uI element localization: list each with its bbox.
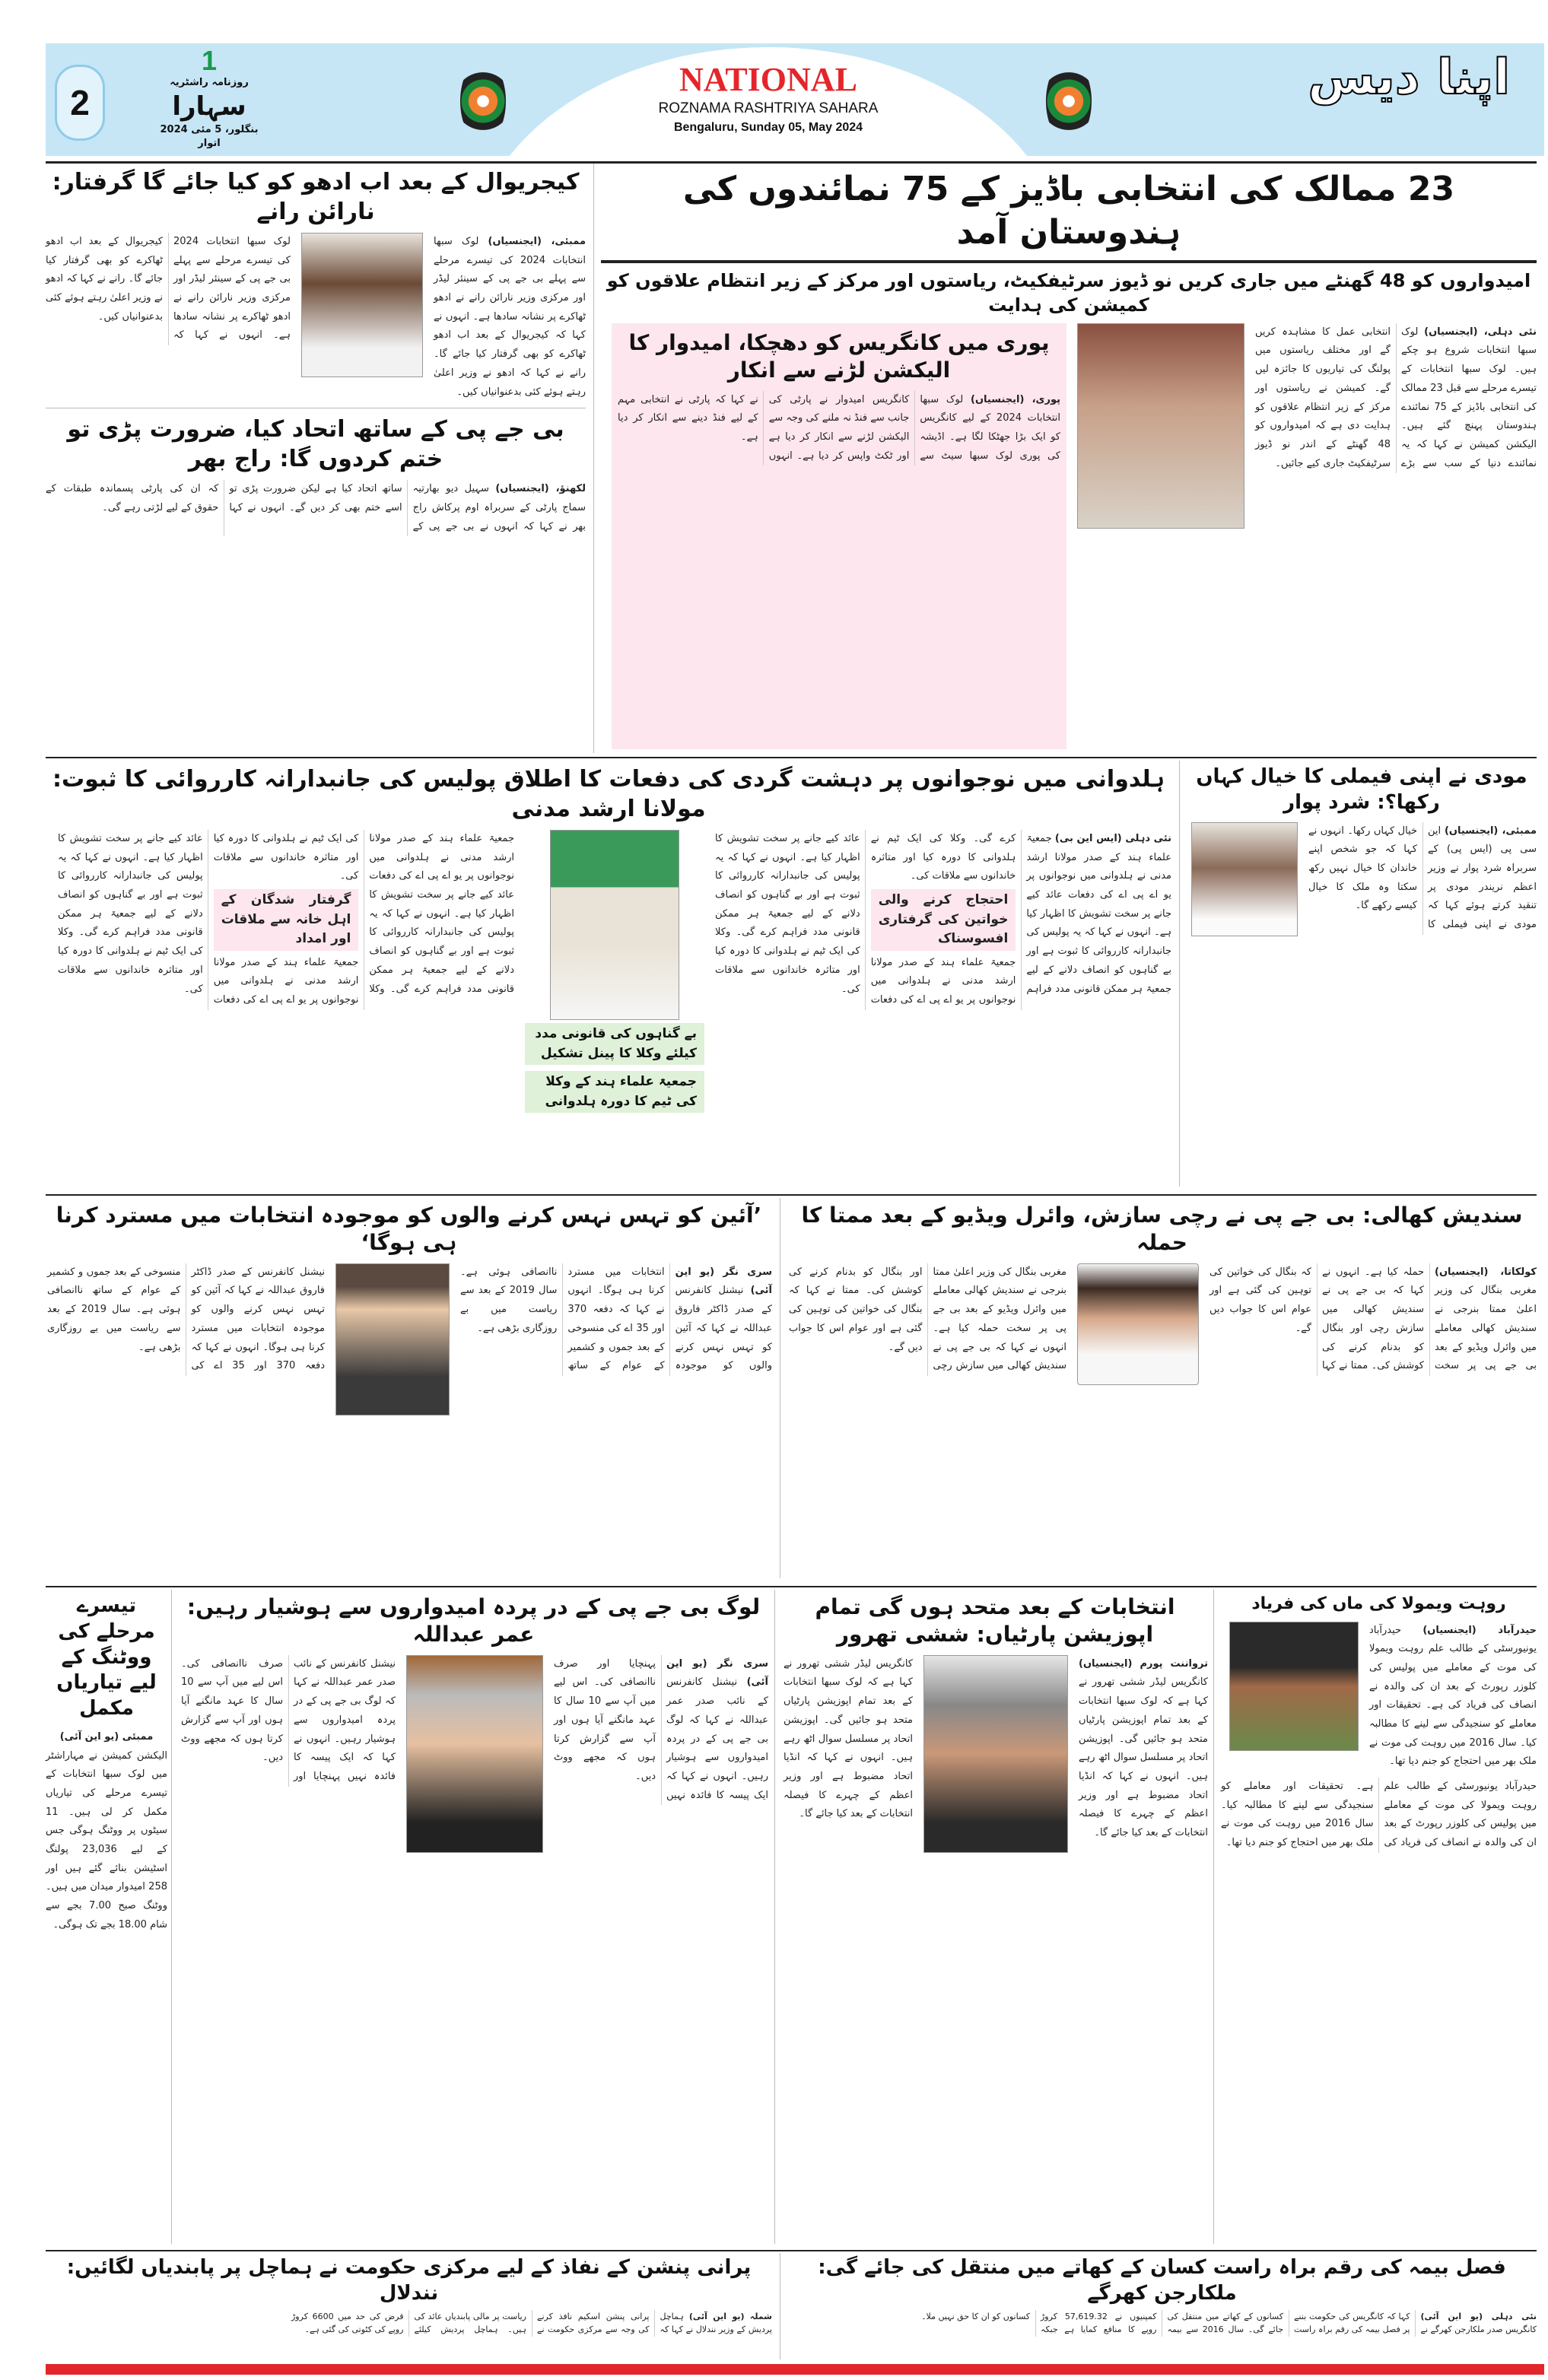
byline: سری نگر (یو این آئی) bbox=[666, 1657, 768, 1689]
headline: کیجریوال کے بعد اب ادھو کو کیا جائے گا گرفتار: نارائن رانے bbox=[52, 169, 580, 225]
headline: سندیش کھالی: بی جے پی نے رچی سازش، وائرل ویڈیو کے بعد ممتا کا حملہ bbox=[801, 1203, 1523, 1256]
newspaper-logo bbox=[152, 46, 266, 152]
byline: نئی دہلی (یو این آئی) bbox=[1420, 2311, 1537, 2321]
mamata-banerjee-photo bbox=[1077, 1263, 1199, 1385]
story-body: مغربی بنگال کی وزیر اعلیٰ ممتا بنرجی نے سندیش کھالی معاملے میں وائرل ویڈیو کے بعد بی جے پی پر سخت حملہ کیا ہے۔ انہوں نے کہا کہ بی جے پی نے سندیش کھالی میں سازش رچی اور بنگال کو بدنام کرنے کی کوشش کی۔ ممتا نے کہا کہ بنگال کی خواتین کی توہین کی گئی ہے اور عوام اس کا جواب دیں گے۔ bbox=[789, 1266, 1066, 1372]
story-farooq bbox=[46, 1202, 772, 1416]
subhead: امیدواروں کو 48 گھنٹے میں جاری کریں نو ڈیوز سرٹیفکیٹ، ریاستوں اور مرکز کے زیر انتظام علاقوں کو کمیشن کی ہدایت bbox=[606, 270, 1531, 316]
byline: کولکاتا، (ایجنسیاں) bbox=[1435, 1266, 1537, 1278]
byline: حیدرآباد (ایجنسیاں) bbox=[1422, 1624, 1537, 1636]
story-body: کانگریس لیڈر ششی تھرور نے کہا ہے کہ لوک سبھا انتخابات کے بعد تمام اپوزیشن پارٹیاں متحد ہو جائیں گی۔ اپوزیشن اتحاد پر مسلسل سوال اٹھ رہے ہیں۔ انہوں نے کہا کہ انڈیا اتحاد مضبوط ہے اور وزیر اعظم کے چہرے کا فیصلہ انتخابات کے بعد کیا جائے گا۔ bbox=[784, 1657, 913, 1820]
divider bbox=[46, 161, 1537, 164]
story-pawar bbox=[1187, 764, 1537, 936]
section-title: اپنا دیس bbox=[1308, 49, 1510, 106]
subhead-box: احتجاج کرنے والی خواتین کی گرفتاری افسوسناک bbox=[871, 889, 1016, 951]
byline: سری نگر (یو این آئی) bbox=[675, 1266, 772, 1297]
headline: مودی نے اپنی فیملی کا خیال کہاں رکھا؟: شرد پوار bbox=[1196, 765, 1527, 814]
byline: ممبئی، (ایجنسیاں) bbox=[488, 236, 586, 247]
story-body: لوک سبھا انتخابات 2024 کی تیسرے مرحلے سے پہلے بی جے پی کے سینئر لیڈر اور مرکزی وزیر نارائن رانے نے ادھو ٹھاکرے پر نشانہ سادھا ہے۔ انہوں نے کہا کہ کیجریوال کے بعد اب ادھو ٹھاکرے کو بھی گرفتار کیا جائے گا۔ رانے نے کہا کہ ادھو نے وزیر اعلیٰ رہتے ہوئے کئی بدعنوانیاں کیں۔ bbox=[46, 236, 291, 342]
story-body: نیشنل کانفرنس کے نائب صدر عمر عبداللہ نے کہا کہ لوگ بی جے پی کے در پردہ امیدواروں سے ہوشیار رہیں۔ انہوں نے کہا کہ ایک پیسہ کا فائدہ نہیں پہنچایا اور صرف ناانصافی کی۔ اس لیے میں آپ سے 10 سال کا عہد مانگنے آیا ہوں اور آپ سے گزارش کرتا ہوں کہ مجھے ووٹ دیں۔ bbox=[554, 1657, 768, 1801]
logo-subtitle: روزنامہ راشٹریہ bbox=[170, 77, 249, 88]
story-haldwani bbox=[46, 764, 1171, 1116]
story-sandeshkhali bbox=[787, 1202, 1537, 1385]
story-body: حیدرآباد یونیورسٹی کے طالب علم روہت ویمولا کی موت کے معاملے میں پولیس کی کلوزر رپورٹ کے بعد ان کی والدہ نے انصاف کی فریاد کی ہے۔ تحقیقات اور معاملے کو سنجیدگی سے لینے کا مطالبہ کیا۔ سال 2016 میں روہت کی موت نے ملک بھر میں احتجاج کو جنم دیا تھا۔ bbox=[1369, 1624, 1537, 1768]
election-commission-photo bbox=[1077, 323, 1244, 529]
divider bbox=[171, 1590, 172, 2244]
headline: 23 ممالک کی انتخابی باڈیز کے 75 نمائندوں کی ہندوستان آمد bbox=[682, 170, 1455, 253]
story-body: نیشنل کانفرنس کے صدر ڈاکٹر فاروق عبداللہ نے کہا کہ آئین کو تہس نہس کرنے والوں کو موجودہ انتخابات میں مسترد کرنا ہی ہوگا۔ انہوں نے کہا کہ دفعہ 370 اور 35 اے کی منسوخی کے بعد جموں و کشمیر کے عوام کے ساتھ ناانصافی ہوئی ہے۔ سال 2019 کے بعد سے ریاست میں بے روزگاری بڑھی ہے۔ bbox=[460, 1266, 772, 1372]
logo-date: بنگلور، 5 مئی 2024 اتوار bbox=[160, 124, 259, 149]
byline: پوری، (ایجنسیاں) bbox=[971, 393, 1060, 405]
section-label-national: NATIONAL bbox=[679, 61, 857, 98]
story-body: مغربی بنگال کی وزیر اعلیٰ ممتا بنرجی نے سندیش کھالی معاملے میں وائرل ویڈیو کے بعد بی جے پی پر سخت حملہ کیا ہے۔ انہوں نے کہا کہ بی جے پی نے سندیش کھالی میں سازش رچی اور بنگال کو بدنام کرنے کی کوشش کی۔ ممتا نے کہا کہ بنگال کی خواتین کی توہین کی گئی ہے اور عوام اس کا جواب دیں گے۔ bbox=[1209, 1266, 1537, 1372]
headline: پوری میں کانگریس کو دھچکا، امیدوار کا الیکشن لڑنے سے انکار bbox=[628, 329, 1050, 383]
story-pension bbox=[46, 2255, 772, 2337]
divider bbox=[46, 2250, 1537, 2251]
subhead-box: جمعیۃ علماء ہند کے وکلا کی ٹیم کا دورہ ہلدوانی bbox=[525, 1071, 704, 1113]
story-body: الیکشن کمیشن نے مہاراشٹر میں لوک سبھا انتخابات کے تیسرے مرحلے کی تیاریاں مکمل کر لی ہیں۔ 11 سیٹوں پر ووٹنگ ہوگی جس کے لیے 23,036 پولنگ اسٹیشن بنائے گئے ہیں اور 258 امیدوار میدان میں ہیں۔ ووٹنگ صبح 7.00 بجے سے شام 18.00 بجے تک ہوگی۔ bbox=[46, 1749, 167, 1930]
shashi-tharoor-photo bbox=[923, 1655, 1068, 1853]
byline: ترواننت پورم (ایجنسیاں) bbox=[1079, 1657, 1208, 1670]
sun-burst-icon bbox=[460, 59, 506, 143]
logo-name: سہارا bbox=[172, 91, 246, 122]
byline: ممبئی (یو این آئی) bbox=[59, 1730, 154, 1743]
story-body: این سی پی (ایس پی) کے سربراہ شرد پوار نے وزیر اعظم نریندر مودی پر تنقید کرتے ہوئے کہا کہ مودی نے اپنی فیملی کا خیال کہاں رکھا۔ انہوں نے کہا کہ جو شخص اپنے خاندان کا خیال نہیں رکھ سکتا وہ ملک کا خیال کیسے رکھے گا۔ bbox=[1308, 825, 1537, 931]
byline: لکھنؤ، (ایجنسیاں) bbox=[495, 483, 586, 495]
divider bbox=[46, 757, 1537, 758]
story-vemula bbox=[1221, 1594, 1537, 1853]
story-body: لوک سبھا انتخابات 2024 کے لیے کانگریس کو ایک بڑا جھٹکا لگا ہے۔ اڈیشہ کی پوری لوک سبھا سیٹ سے کانگریس امیدوار نے پارٹی کی جانب سے فنڈ نہ ملنے کی وجہ سے الیکشن لڑنے سے انکار کر دیا ہے اور ٹکٹ واپس کر دیا ہے۔ انہوں نے کہا کہ پارٹی نے انتخابی مہم کے لیے فنڈ دینے سے انکار کر دیا ہے۔ bbox=[618, 393, 1060, 462]
story-omar bbox=[179, 1594, 768, 1853]
story-body: نیشنل کانفرنس کے صدر ڈاکٹر فاروق عبداللہ نے کہا کہ آئین کو تہس نہس کرنے والوں کو موجودہ انتخابات میں مسترد کرنا ہی ہوگا۔ انہوں نے کہا کہ دفعہ 370 اور 35 اے کی منسوخی کے بعد جموں و کشمیر کے عوام کے ساتھ ناانصافی ہوئی ہے۔ سال 2019 کے بعد سے ریاست میں بے روزگاری بڑھی ہے۔ bbox=[47, 1266, 325, 1372]
story-body: نیشنل کانفرنس کے نائب صدر عمر عبداللہ نے کہا کہ لوگ بی جے پی کے در پردہ امیدواروں سے ہوشیار رہیں۔ انہوں نے کہا کہ ایک پیسہ کا فائدہ نہیں پہنچایا اور صرف ناانصافی کی۔ اس لیے میں آپ سے 10 سال کا عہد مانگنے آیا ہوں اور آپ سے گزارش کرتا ہوں کہ مجھے ووٹ دیں۔ bbox=[181, 1657, 396, 1782]
headline: روہت ویمولا کی ماں کی فریاد bbox=[1251, 1594, 1506, 1613]
divider bbox=[593, 164, 594, 753]
story-body: کانگریس لیڈر ششی تھرور نے کہا ہے کہ لوک سبھا انتخابات کے بعد تمام اپوزیشن پارٹیاں متحد ہو جائیں گی۔ اپوزیشن اتحاد پر مسلسل سوال اٹھ رہے ہیں۔ انہوں نے کہا کہ انڈیا اتحاد مضبوط ہے اور وزیر اعظم کے چہرے کا فیصلہ انتخابات کے بعد کیا جائے گا۔ bbox=[1079, 1676, 1208, 1838]
story-body: حیدرآباد یونیورسٹی کے طالب علم روہت ویمولا کی موت کے معاملے میں پولیس کی کلوزر رپورٹ کے بعد ان کی والدہ نے انصاف کی فریاد کی ہے۔ تحقیقات اور معاملے کو سنجیدگی سے لینے کا مطالبہ کیا۔ سال 2016 میں روہت کی موت نے ملک بھر میں احتجاج کو جنم دیا تھا۔ bbox=[1221, 1781, 1537, 1849]
divider bbox=[774, 1590, 775, 2244]
divider bbox=[1179, 761, 1180, 1187]
byline: نئی دہلی (ایس این بی) bbox=[1054, 833, 1172, 844]
byline: نئی دہلی، (ایجنسیاں) bbox=[1424, 326, 1537, 338]
story-body: ہماچل پردیش کے وزیر نندلال نے کہا کہ پرانی پنشن اسکیم نافذ کرنے کی وجہ سے مرکزی حکومت نے ریاست پر مالی پابندیاں عائد کی ہیں۔ ہماچل پردیش کیلئے قرض کی حد میں 6600 کروڑ روپے کی کٹوتی کی گئی ہے۔ bbox=[291, 2311, 772, 2335]
left-column bbox=[46, 167, 586, 536]
story-main bbox=[601, 167, 1537, 749]
divider bbox=[601, 260, 1537, 263]
story-body: سہیل دیو بھارتیہ سماج پارٹی کے سربراہ اوم پرکاش راج بھر نے کہا کہ انہوں نے بی جے پی کے ساتھ اتحاد کیا ہے لیکن ضرورت پڑی تو اسے ختم بھی کر دیں گے۔ انہوں نے کہا کہ ان کی پارٹی پسماندہ طبقات کے حقوق کے لیے لڑتی رہے گی۔ bbox=[46, 483, 586, 532]
logo-number: 1 bbox=[201, 45, 218, 76]
story-rajbhar bbox=[46, 408, 586, 536]
page-number: 2 bbox=[55, 65, 105, 141]
story-insurance bbox=[787, 2255, 1537, 2337]
arshad-madni-photo bbox=[550, 830, 679, 1020]
paper-name: ROZNAMA RASHTRIYA SAHARA bbox=[658, 100, 879, 116]
headline: فصل بیمہ کی رقم براہ راست کسان کے کھاتے میں منتقل کی جائے گی: ملکارجن کھرگے bbox=[818, 2256, 1506, 2305]
omar-abdullah-photo bbox=[406, 1655, 543, 1853]
divider bbox=[1213, 1590, 1214, 2244]
byline: ممبئی، (ایجنسیاں) bbox=[1444, 825, 1537, 837]
story-phase3 bbox=[46, 1594, 167, 1935]
headline: تیسرے مرحلے کی ووٹنگ کے لیے تیاریاں مکمل bbox=[56, 1594, 157, 1721]
story-body: لوک سبھا انتخابات شروع ہو چکے ہیں۔ لوک سبھا انتخابات کے تیسرے مرحلے سے قبل 23 ممالک کی انتخابی باڈیز کے 75 نمائندے ہندوستان پہنچ گئے ہیں۔ الیکشن کمیشن نے کہا کہ یہ نمائندے دنیا کے سب سے بڑے انتخابی عمل کا مشاہدہ کریں گے اور مختلف ریاستوں میں پولنگ کی تیاریوں کا جائزہ لیں گے۔ کمیشن نے ریاستوں اور مرکز کے زیر انتظام علاقوں کو ہدایت دی ہے کہ امیدواروں کو 48 گھنٹے کے اندر نو ڈیوز سرٹیفکیٹ جاری کیے جائیں۔ bbox=[1255, 326, 1537, 469]
headline: ’آئین کو تہس نہس کرنے والوں کو موجودہ انتخابات میں مسترد کرنا ہی ہوگا‘ bbox=[56, 1203, 762, 1256]
byline: شملہ (یو این آئی) bbox=[688, 2311, 772, 2321]
story-body: لوک سبھا انتخابات 2024 کی تیسرے مرحلے سے پہلے بی جے پی کے سینئر لیڈر اور مرکزی وزیر نارائن رانے نے ادھو ٹھاکرے پر نشانہ سادھا ہے۔ انہوں نے کہا کہ کیجریوال کے بعد اب ادھو ٹھاکرے کو بھی گرفتار کیا جائے گا۔ رانے نے کہا کہ ادھو نے وزیر اعلیٰ رہتے ہوئے کئی بدعنوانیاں کیں۔ bbox=[434, 236, 586, 398]
headline: ہلدوانی میں نوجوانوں پر دہشت گردی کی دفعات کا اطلاق پولیس کی جانبدارانہ کارروائی کا ثبوت: مولانا ارشد مدنی bbox=[52, 766, 1165, 822]
headline: پرانی پنشن کے نفاذ کے لیے مرکزی حکومت نے ہماچل پر پابندیاں لگائیں: نندلال bbox=[66, 2256, 752, 2305]
story-body: کانگریس صدر ملکارجن کھرگے نے کہا کہ کانگریس کی حکومت بننے پر فصل بیمہ کی رقم براہ راست کسانوں کے کھاتے میں منتقل کی جائے گی۔ سال 2016 سے بیمہ کمپنیوں نے 57,619.32 کروڑ روپے کا منافع کمایا ہے جبکہ کسانوں کو ان کا حق نہیں ملا۔ bbox=[921, 2311, 1537, 2335]
headline: لوگ بی جے پی کے در پردہ امیدواروں سے ہوشیار رہیں: عمر عبداللہ bbox=[186, 1594, 761, 1648]
subhead-box: گرفتار شدگان کے اہل خانہ سے ملاقات اور امداد bbox=[214, 889, 359, 951]
sun-burst-icon bbox=[1046, 59, 1092, 143]
story-body: جمعیۃ علماء ہند کے صدر مولانا ارشد مدنی نے ہلدوانی میں نوجوانوں پر یو اے پی اے کی دفعات عائد کیے جانے پر سخت تشویش کا اظہار کیا ہے۔ انہوں نے کہا کہ یہ پولیس کی جانبدارانہ کارروائی کا ثبوت ہے اور بے گناہوں کو انصاف دلانے کے لیے جمعیۃ ہر ممکن قانونی مدد فراہم کرے گی۔ وکلا کی ایک ٹیم نے ہلدوانی کا دورہ کیا اور متاثرہ خاندانوں سے ملاقات کی۔ bbox=[715, 833, 1016, 1006]
story-body: جمعیۃ علماء ہند کے صدر مولانا ارشد مدنی نے ہلدوانی میں نوجوانوں پر یو اے پی اے کی دفعات عائد کیے جانے پر سخت تشویش کا اظہار کیا ہے۔ انہوں نے کہا کہ یہ پولیس کی جانبدارانہ کارروائی کا ثبوت ہے اور بے گناہوں کو انصاف دلانے کے لیے جمعیۃ ہر ممکن قانونی مدد فراہم کرے گی۔ وکلا کی ایک ٹیم نے ہلدوانی کا دورہ کیا اور متاثرہ خاندانوں سے ملاقات کی۔ bbox=[870, 833, 1171, 995]
story-puri bbox=[612, 323, 1066, 749]
footer-red-bar bbox=[46, 2364, 1544, 2375]
headline: بی جے پی کے ساتھ اتحاد کیا، ضرورت پڑی تو ختم کردوں گا: راج بھر bbox=[67, 416, 564, 473]
edition-date: Bengaluru, Sunday 05, May 2024 bbox=[673, 121, 863, 134]
subhead-box: بے گناہوں کی قانونی مدد کیلئے وکلا کا پینل تشکیل bbox=[525, 1023, 704, 1065]
farooq-abdullah-photo bbox=[335, 1263, 450, 1416]
narayan-rane-photo bbox=[301, 233, 423, 377]
story-body: جمعیۃ علماء ہند کے صدر مولانا ارشد مدنی نے ہلدوانی میں نوجوانوں پر یو اے پی اے کی دفعات عائد کیے جانے پر سخت تشویش کا اظہار کیا ہے۔ انہوں نے کہا کہ یہ پولیس کی جانبدارانہ کارروائی کا ثبوت ہے اور بے گناہوں کو انصاف دلانے کے لیے جمعیۃ ہر ممکن قانونی مدد فراہم کرے گی۔ وکلا کی ایک ٹیم نے ہلدوانی کا دورہ کیا اور متاثرہ خاندانوں سے ملاقات کی۔ bbox=[58, 833, 359, 1006]
story-body: جمعیۃ علماء ہند کے صدر مولانا ارشد مدنی نے ہلدوانی میں نوجوانوں پر یو اے پی اے کی دفعات عائد کیے جانے پر سخت تشویش کا اظہار کیا ہے۔ انہوں نے کہا کہ یہ پولیس کی جانبدارانہ کارروائی کا ثبوت ہے اور بے گناہوں کو انصاف دلانے کے لیے جمعیۃ ہر ممکن قانونی مدد فراہم کرے گی۔ وکلا کی ایک ٹیم نے ہلدوانی کا دورہ کیا اور متاثرہ خاندانوں سے ملاقات کی۔ bbox=[213, 833, 514, 995]
rohith-vemula-photo bbox=[1229, 1622, 1359, 1751]
headline: انتخابات کے بعد متحد ہوں گی تمام اپوزیشن پارٹیاں: ششی تھرور bbox=[815, 1594, 1175, 1648]
sharad-pawar-photo bbox=[1191, 822, 1298, 936]
divider bbox=[46, 1194, 1537, 1196]
divider bbox=[46, 1586, 1537, 1587]
story-tharoor bbox=[782, 1594, 1208, 1853]
story-rane bbox=[46, 167, 586, 402]
